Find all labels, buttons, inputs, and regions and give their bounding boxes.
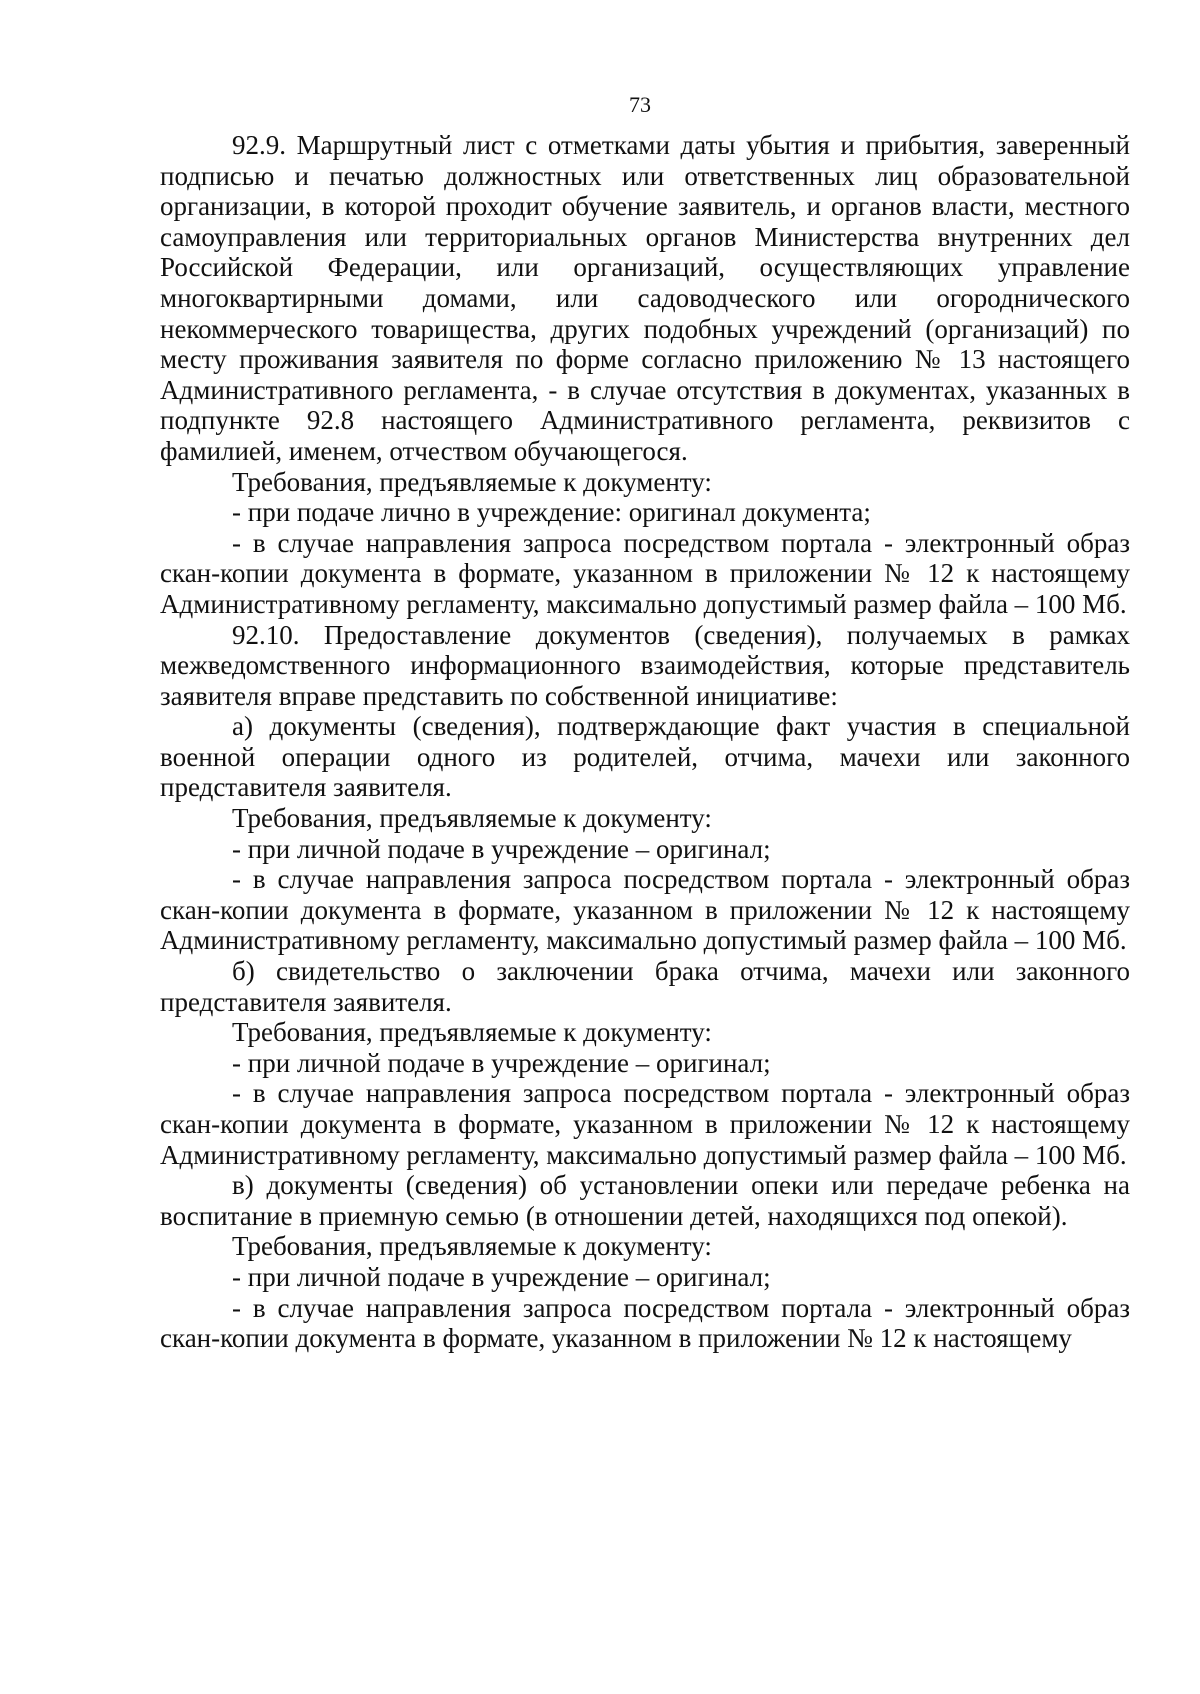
subitem-a: а) документы (сведения), подтверждающие факт участия в специальной военной операции одного из родителей, отчима, мачехи или законного представителя заявителя. [160, 711, 1130, 803]
page-number: 73 [629, 92, 651, 117]
requirement-item: - в случае направления запроса посредством портала - электронный образ скан-копии документа в формате, указанном в приложении № 12 к настоящему Административному регламенту, максимально допустимый размер файла – 100 Мб. [160, 864, 1130, 956]
requirement-item: - при подаче лично в учреждение: оригинал документа; [232, 497, 871, 528]
subitem-v: в) документы (сведения) об установлении опеки или передаче ребенка на воспитание в приемную семью (в отношении детей, находящихся под опекой). [160, 1170, 1130, 1231]
requirement-item: - в случае направления запроса посредством портала - электронный образ скан-копии документа в формате, указанном в приложении № 12 к настоящему Административному регламенту, максимально допустимый размер файла – 100 Мб. [160, 1078, 1130, 1170]
requirement-item: - при личной подаче в учреждение – оригинал; [232, 1047, 771, 1078]
requirement-item: - в случае направления запроса посредством портала - электронный образ скан-копии документа в формате, указанном в приложении № 12 к настоящему Административному регламенту, максимально допустимый размер файла – 100 Мб. [160, 527, 1130, 619]
requirement-item: - при личной подаче в учреждение – оригинал; [232, 833, 771, 864]
requirements-heading: Требования, предъявляемые к документу: [232, 1017, 712, 1048]
document-body [160, 130, 1130, 1354]
requirements-heading: Требования, предъявляемые к документу: [232, 466, 712, 497]
paragraph-92-10: 92.10. Предоставление документов (сведения), получаемых в рамках межведомственного информационного взаимодействия, которые представитель заявителя вправе представить по собственной инициативе: [160, 619, 1130, 711]
requirement-item: - при личной подаче в учреждение – оригинал; [232, 1261, 771, 1292]
requirements-heading: Требования, предъявляемые к документу: [232, 1231, 712, 1262]
paragraph-92-9: 92.9. Маршрутный лист с отметками даты убытия и прибытия, заверенный подписью и печатью должностных или ответственных лиц образовательной организации, в которой проходит обучение заявитель, и органов власти, местного самоуправления или территориальных органов Министерства внутренних дел Российской Федерации, или организаций, осуществляющих управление многоквартирными домами, или садоводческого или огороднического некоммерческого товарищества, других подобных учреждений (организаций) по месту проживания заявителя по форме согласно приложению № 13 настоящего Административного регламента, - в случае отсутствия в документах, указанных в подпункте 92.8 настоящего Административного регламента, реквизитов с фамилией, именем, отчеством обучающегося. [160, 130, 1130, 466]
subitem-b: б) свидетельство о заключении брака отчима, мачехи или законного представителя заявителя. [160, 956, 1130, 1017]
requirement-item: - в случае направления запроса посредством портала - электронный образ скан-копии документа в формате, указанном в приложении № 12 к настоящему [160, 1292, 1130, 1354]
requirements-heading: Требования, предъявляемые к документу: [232, 803, 712, 834]
